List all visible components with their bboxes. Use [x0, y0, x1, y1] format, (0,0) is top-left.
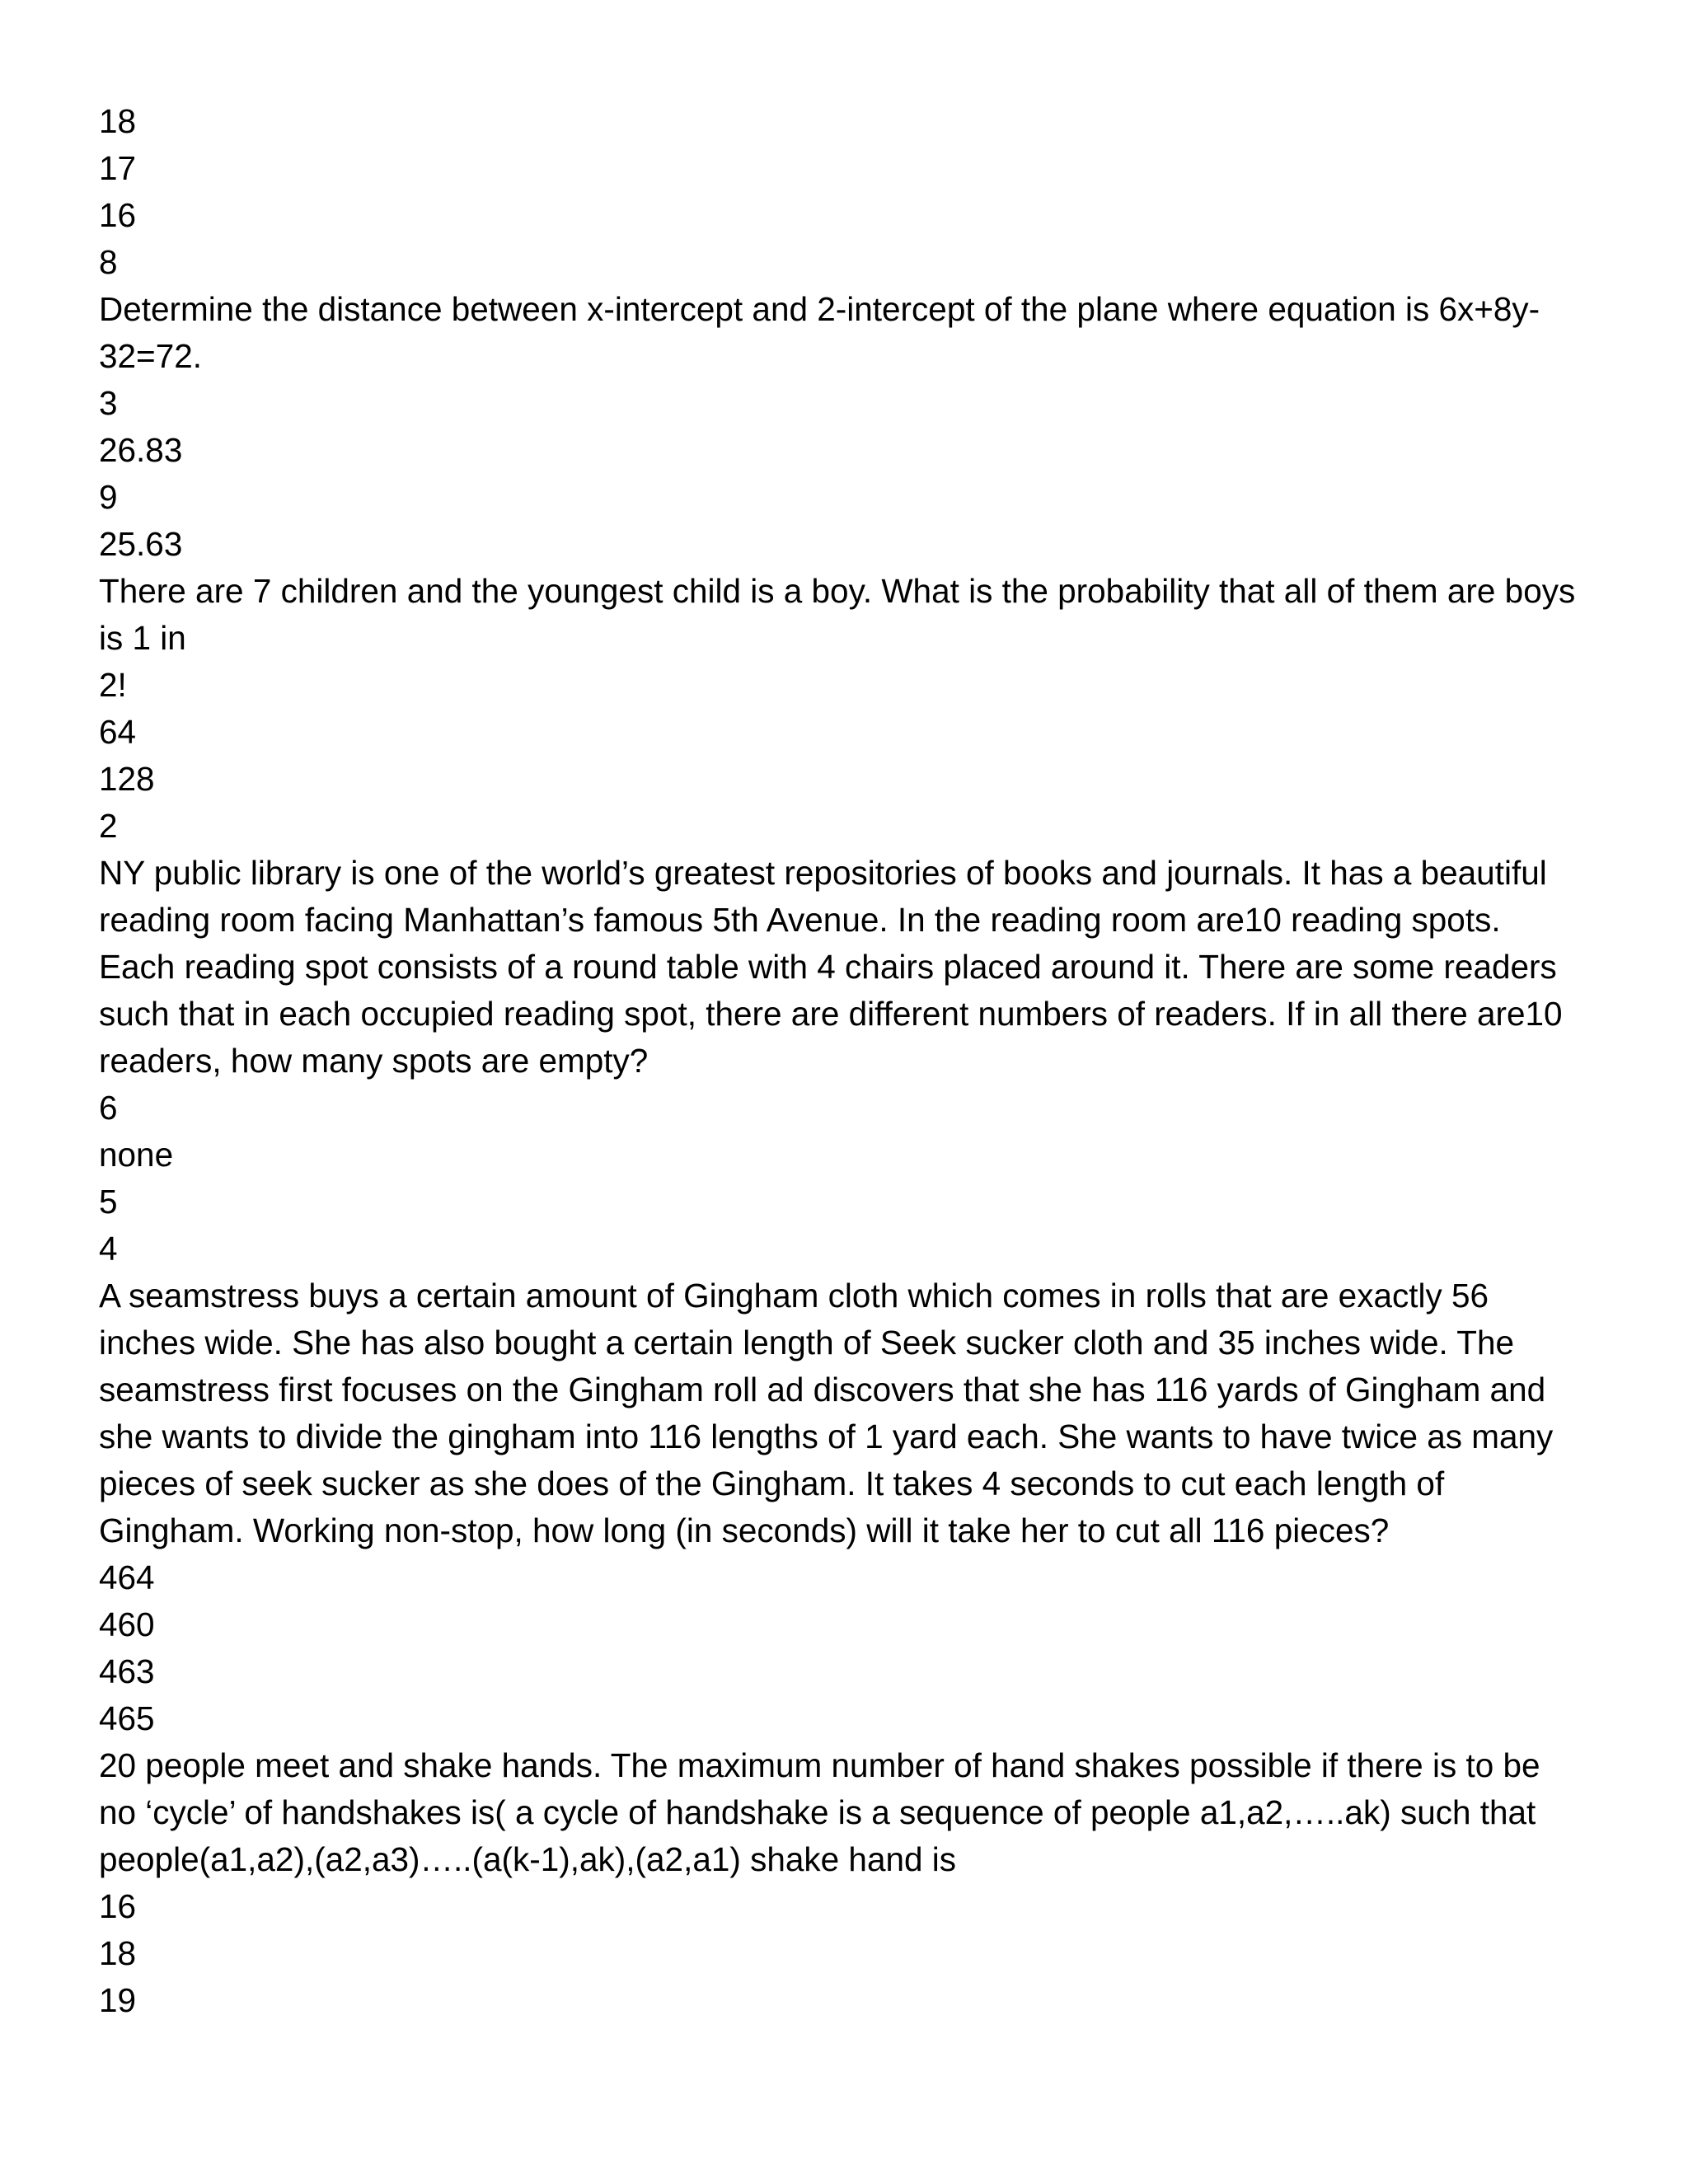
- answer-option: 2: [99, 807, 118, 845]
- question-text: NY public library is one of the world’s greatest repositories of books and journals. It has a beautiful reading room facing Manhattan’s famous 5th Avenue. In the reading room are10 reading spots. Each reading spot consists of a round table with 4 chairs placed around it. There are some readers such that in each occupied reading spot, there are different numbers of readers. If in all there are10 readers, how many spots are empty?: [99, 854, 1563, 1080]
- answer-option: 26.83: [99, 431, 183, 469]
- answer-option: 16: [99, 1887, 137, 1925]
- answer-option: 128: [99, 760, 155, 798]
- answer-option: 4: [99, 1230, 118, 1268]
- answer-option: 8: [99, 243, 118, 281]
- answer-option: 9: [99, 478, 118, 516]
- question-text: 20 people meet and shake hands. The maximum number of hand shakes possible if there is to be no ‘cycle’ of handshakes is( a cycle of handshake is a sequence of people a1,a2,…..ak) such that people(a1,a2),(a2,a3)…..(a(k-1),ak),(a2,a1) shake hand is: [99, 1746, 1540, 1878]
- question-text: Determine the distance between x-intercept and 2-intercept of the plane where equation is 6x+8y-32=72.: [99, 290, 1540, 375]
- answer-option: 463: [99, 1652, 155, 1690]
- question-text: A seamstress buys a certain amount of Gingham cloth which comes in rolls that are exactly 56 inches wide. She has also bought a certain length of Seek sucker cloth and 35 inches wide. The seamstress first focuses on the Gingham roll ad discovers that she has 116 yards of Gingham and she wants to divide the gingham into 116 lengths of 1 yard each. She wants to have twice as many pieces of seek sucker as she does of the Gingham. It takes 4 seconds to cut each length of Gingham. Working non-stop, how long (in seconds) will it take her to cut all 116 pieces?: [99, 1277, 1554, 1549]
- answer-option: 5: [99, 1183, 118, 1221]
- answer-option: 2!: [99, 666, 127, 704]
- answer-option: 18: [99, 102, 137, 140]
- answer-option: 465: [99, 1699, 155, 1737]
- answer-option: 464: [99, 1558, 155, 1596]
- answer-option: 3: [99, 384, 118, 422]
- answer-option: 64: [99, 713, 137, 751]
- answer-option: 460: [99, 1605, 155, 1643]
- question-text: There are 7 children and the youngest child is a boy. What is the probability that all of them are boys is 1 in: [99, 572, 1576, 657]
- document-body: [99, 98, 1582, 2024]
- answer-option: 18: [99, 1934, 137, 1972]
- answer-option: 17: [99, 149, 137, 187]
- answer-option: 16: [99, 196, 137, 234]
- answer-option: 6: [99, 1089, 118, 1127]
- answer-option: 19: [99, 1981, 137, 2019]
- answer-option: 25.63: [99, 525, 183, 563]
- answer-option: none: [99, 1136, 174, 1174]
